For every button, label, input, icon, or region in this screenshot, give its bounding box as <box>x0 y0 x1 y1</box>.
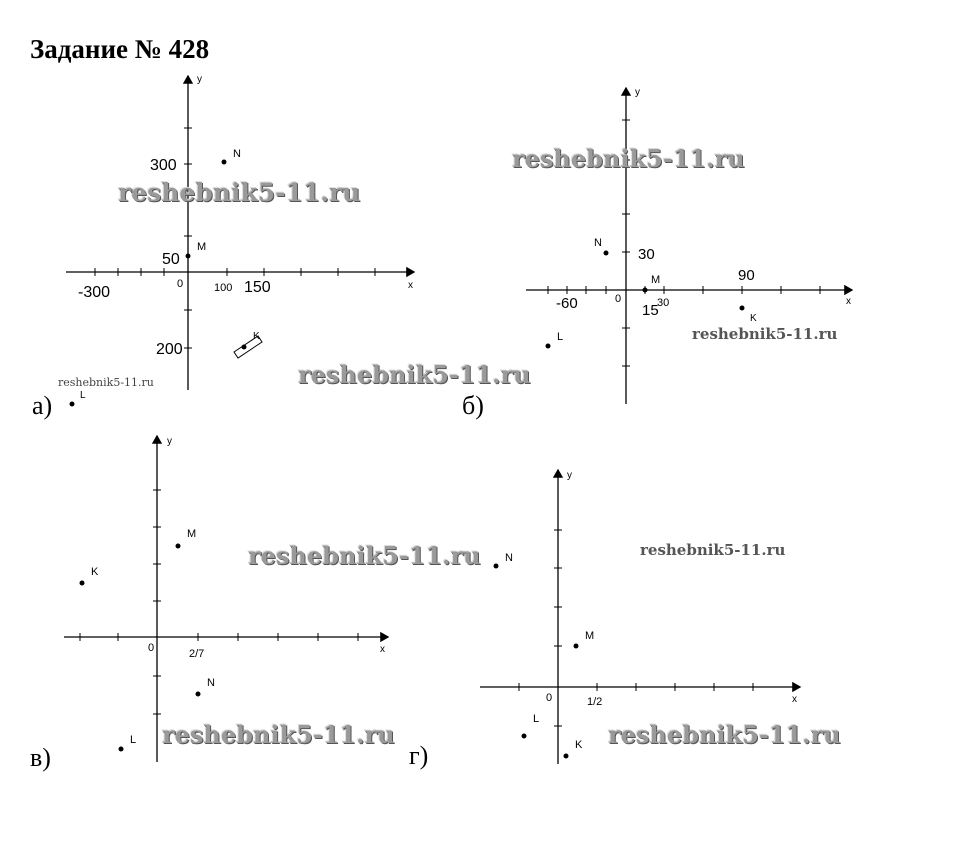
panel-b-y-label: y <box>635 87 640 98</box>
panel-v-y-label: y <box>167 436 172 447</box>
watermark: reshebnik5-11.ru <box>162 720 395 749</box>
panel-a-tick: 50 <box>162 251 180 268</box>
panel-b-tick: 30 <box>638 246 655 263</box>
panel-a-point <box>70 402 75 407</box>
watermark-small: reshebnik5-11.ru <box>58 376 154 389</box>
panel-a-label: а) <box>32 391 53 420</box>
panel-b-label: б) <box>462 391 484 420</box>
panel-a-point <box>186 254 191 259</box>
panel-v-plot <box>64 436 388 762</box>
panel-a-tick: 150 <box>244 279 271 296</box>
panel-a-point-label: N <box>233 148 241 160</box>
panel-a-tick: 300 <box>150 157 177 174</box>
panel-b-point <box>546 344 551 349</box>
panel-v-label: в) <box>30 743 51 772</box>
panel-b-origin: 0 <box>615 293 622 305</box>
panel-a-y-label: y <box>197 74 202 85</box>
panel-g-point-label: K <box>575 739 583 751</box>
page-title: Задание № 428 <box>30 34 210 64</box>
panel-a-tick: 200 <box>156 341 183 358</box>
panel-g-point <box>564 754 569 759</box>
panel-b-tick: 30 <box>657 297 670 309</box>
panel-a-plot <box>66 74 414 407</box>
panel-g-y-label: y <box>567 470 572 481</box>
watermark: reshebnik5-11.ru <box>248 541 481 570</box>
panel-v-point <box>80 581 85 586</box>
panel-v-point <box>196 692 201 697</box>
panel-b-point <box>643 288 648 293</box>
panel-v-point-label: L <box>130 734 137 746</box>
panel-v-tick: 2/7 <box>189 648 205 660</box>
panel-a-tick: -300 <box>78 284 111 301</box>
panel-g-point-label: M <box>585 630 595 642</box>
panel-g-point <box>494 564 499 569</box>
panel-v-point-label: M <box>187 528 197 540</box>
panel-b-point-label: M <box>651 274 661 286</box>
panel-b-tick: 90 <box>738 267 755 284</box>
panel-b-point-label: L <box>557 331 564 343</box>
panel-b-tick: 15 <box>642 302 659 319</box>
panel-g-point-label: N <box>505 552 513 564</box>
panel-a-point <box>242 345 247 350</box>
panel-a-point <box>222 160 227 165</box>
panel-g-point <box>522 734 527 739</box>
panel-b-point-label: K <box>750 313 757 324</box>
panel-b-point <box>740 306 745 311</box>
panel-g-origin: 0 <box>546 692 553 704</box>
panel-a-point-label: K <box>253 331 260 342</box>
panel-b-x-label: x <box>846 296 851 307</box>
panel-v-x-label: x <box>380 644 385 655</box>
panel-g-tick: 1/2 <box>587 696 603 708</box>
watermark-small: reshebnik5-11.ru <box>640 541 786 559</box>
panel-v-point <box>176 544 181 549</box>
watermark-small: reshebnik5-11.ru <box>692 325 838 343</box>
panel-a-point-label: M <box>197 241 207 253</box>
panel-v-origin: 0 <box>148 642 155 654</box>
watermark: reshebnik5-11.ru <box>118 178 361 207</box>
panel-b-plot <box>526 87 852 404</box>
panel-v-point-label: N <box>207 677 215 689</box>
panel-a-tick: 100 <box>214 282 233 294</box>
watermark: reshebnik5-11.ru <box>298 360 531 389</box>
panel-b-tick: -60 <box>556 295 578 312</box>
panel-v-point-label: K <box>91 566 99 578</box>
panel-b-point <box>604 251 609 256</box>
panel-g-label: г) <box>409 741 429 770</box>
panel-g-point <box>574 644 579 649</box>
panel-a-origin: 0 <box>177 278 184 290</box>
panel-a-x-label: x <box>408 280 413 291</box>
panel-v-point <box>119 747 124 752</box>
panel-g-x-label: x <box>792 694 797 705</box>
panel-a-point-label: L <box>80 390 86 401</box>
watermark: reshebnik5-11.ru <box>608 720 841 749</box>
watermark: reshebnik5-11.ru <box>512 144 745 173</box>
panel-b-point-label: N <box>594 237 602 249</box>
panel-g-point-label: L <box>533 713 540 725</box>
